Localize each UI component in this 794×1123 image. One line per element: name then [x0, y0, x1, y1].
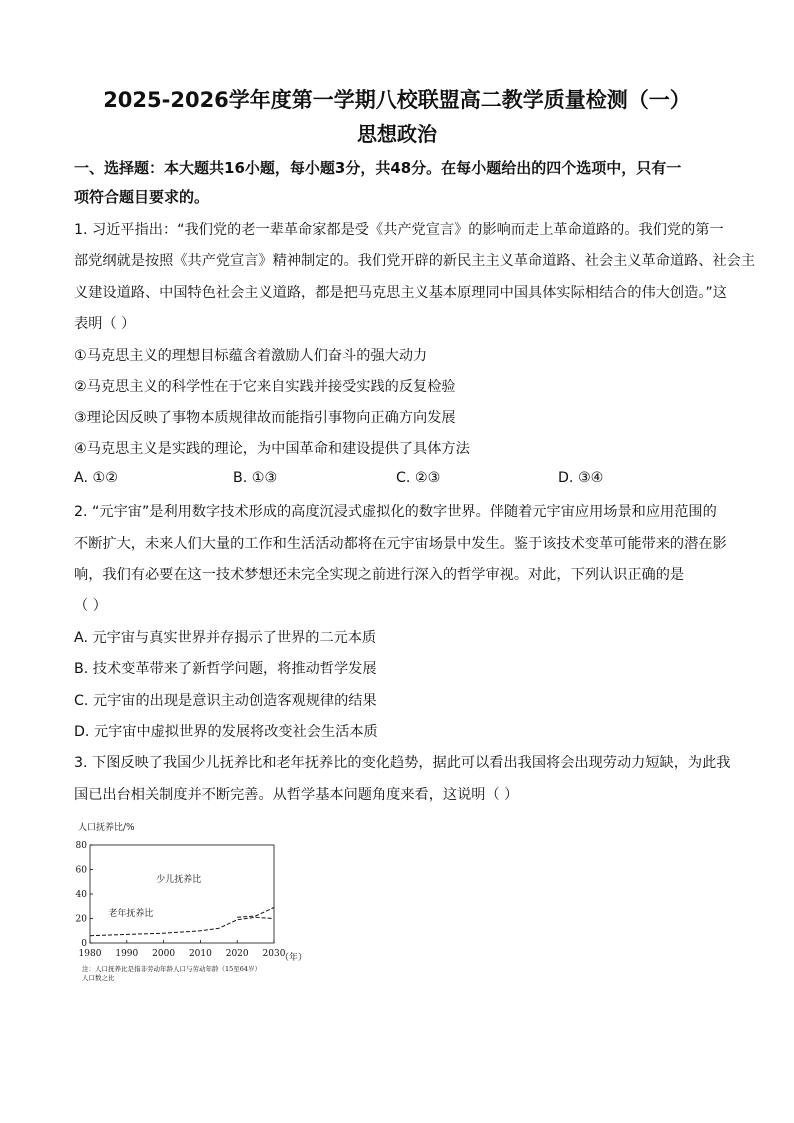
q2-option-c[interactable]: C. 元宇宙的出现是意识主动创造客观规律的结果: [74, 693, 377, 709]
q1-statement-2: ②马克思主义的科学性在于它来自实践并接受实践的反复检验: [74, 379, 456, 395]
y-tick-label: 0: [81, 939, 87, 949]
q1-option-c[interactable]: C. ②③: [396, 470, 441, 486]
q1-stem-line-4: 表明（ ）: [74, 316, 136, 332]
q1-stem-line-2: 部党纲就是按照《共产党宣言》精神制定的。我们党开辟的新民主主义革命道路、社会主义革命道路、社会主: [74, 253, 756, 269]
section-instruction-line-2: 项符合题目要求的。: [74, 188, 210, 206]
q2-stem-line-4: （ ）: [74, 598, 107, 614]
series-label-elderly-dependency: 老年抚养比: [108, 909, 154, 920]
x-tick-label: 2000: [152, 949, 176, 959]
x-tick-label: 2010: [188, 949, 212, 959]
series-line-child-dependency: [237, 908, 274, 918]
x-tick-label: 1980: [78, 949, 102, 959]
y-tick-label: 80: [75, 841, 87, 851]
chart-note-line-1: 注：人口抚养比是指非劳动年龄人口与劳动年龄（15至64岁）: [82, 965, 262, 973]
q1-option-b[interactable]: B. ①③: [233, 470, 278, 486]
y-tick-label: 60: [75, 865, 87, 876]
q1-statement-1: ①马克思主义的理想目标蕴含着激励人们奋斗的强大动力: [74, 348, 428, 364]
subject-title: 思想政治: [357, 122, 437, 146]
q2-option-d[interactable]: D. 元宇宙中虚拟世界的发展将改变社会生活本质: [74, 724, 378, 740]
q3-stem-line-1: 3. 下图反映了我国少儿抚养比和老年抚养比的变化趋势，据此可以看出我国将会出现劳动力短缺，为此我: [74, 755, 731, 771]
q1-option-d[interactable]: D. ③④: [558, 470, 604, 486]
x-axis-unit-label: （年）: [280, 953, 308, 963]
y-axis-label: 人口抚养比/%: [78, 823, 135, 833]
chart-note-line-2: 人口数之比: [82, 974, 115, 982]
q1-statement-3: ③理论因反映了事物本质规律故而能指引事物向正确方向发展: [74, 410, 456, 426]
x-tick-label: 2030: [262, 949, 286, 959]
series-line-elderly-dependency: [90, 917, 274, 935]
q2-stem-line-2: 不断扩大，未来人们大量的工作和生活活动都将在元宇宙场景中发生。鉴于该技术变革可能带来的潜在影: [74, 536, 727, 552]
dependency-ratio-chart: [70, 820, 330, 985]
q2-stem-line-3: 响，我们有必要在这一技术梦想还未完全实现之前进行深入的哲学审视。对此，下列认识正确的是: [74, 567, 685, 583]
exam-title: 2025-2026学年度第一学期八校联盟高二教学质量检测（一）: [103, 88, 691, 112]
q2-option-b[interactable]: B. 技术变革带来了新哲学问题，将推动哲学发展: [74, 661, 377, 677]
x-tick-label: 2020: [225, 949, 249, 959]
x-tick-label: 1990: [115, 949, 139, 959]
series-label-child-dependency: 少儿抚养比: [156, 874, 202, 885]
y-tick-label: 40: [75, 890, 87, 900]
q1-statement-4: ④马克思主义是实践的理论，为中国革命和建设提供了具体方法: [74, 441, 470, 457]
q2-stem-line-1: 2. “元宇宙”是利用数字技术形成的高度沉浸式虚拟化的数字世界。伴随着元宇宙应用场景和应用范围的: [74, 504, 717, 520]
q1-stem-line-1: 1. 习近平指出：“我们党的老一辈革命家都是受《共产党宣言》的影响而走上革命道路的。我们党的第一: [74, 222, 724, 238]
q2-option-a[interactable]: A. 元宇宙与真实世界并存揭示了世界的二元本质: [74, 630, 377, 646]
section-instruction-line-1: 一、选择题：本大题共16小题，每小题3分，共48分。在每小题给出的四个选项中，只有一: [74, 159, 682, 177]
q1-option-a[interactable]: A. ①②: [74, 470, 118, 486]
q3-stem-line-2: 国已出台相关制度并不断完善。从哲学基本问题角度来看，这说明（ ）: [74, 787, 519, 803]
plot-area-frame: [90, 845, 274, 943]
y-tick-label: 20: [75, 914, 87, 925]
q1-stem-line-3: 义建设道路、中国特色社会主义道路，都是把马克思主义基本原理同中国具体实际相结合的伟大创造。”这: [74, 285, 727, 301]
